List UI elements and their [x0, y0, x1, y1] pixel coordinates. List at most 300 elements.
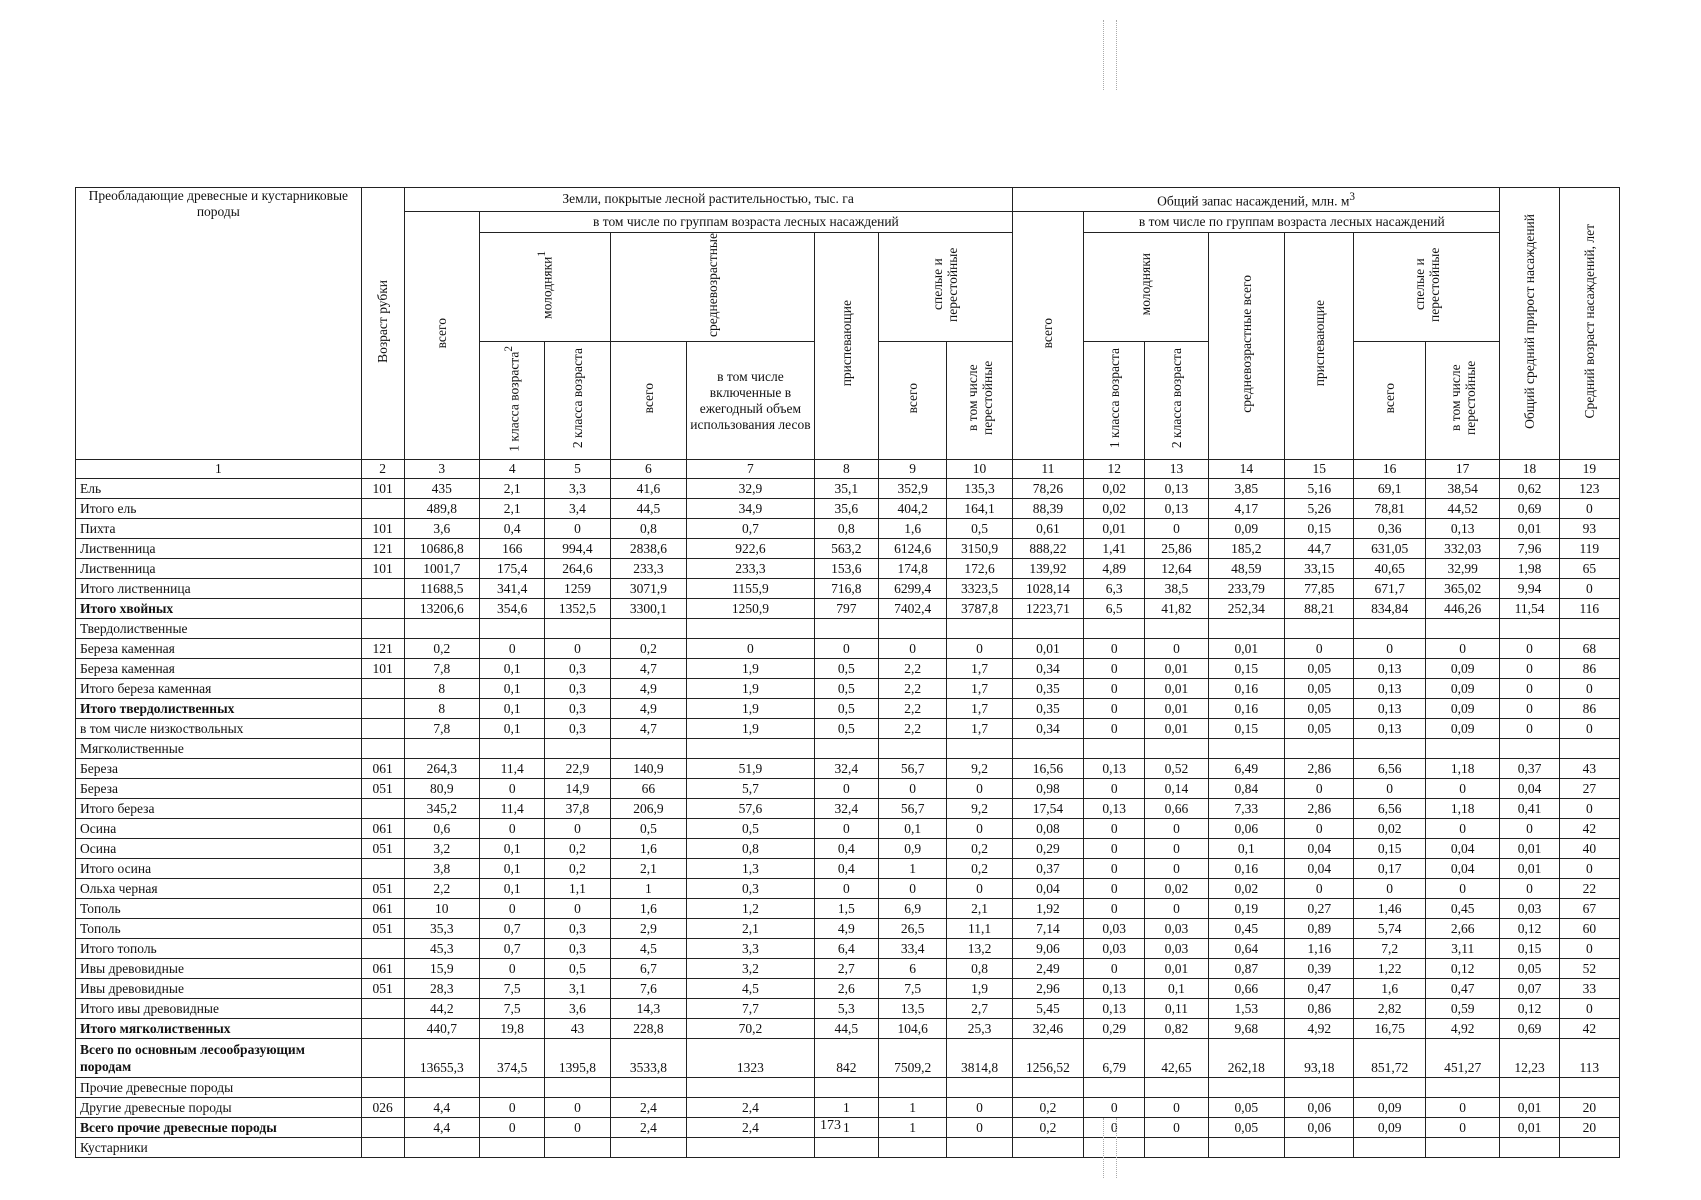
table-cell: 86: [1559, 699, 1619, 719]
table-cell: 7,5: [480, 999, 545, 1019]
table-cell: 0,03: [1500, 899, 1559, 919]
table-cell: 0,4: [814, 859, 878, 879]
table-cell: 0: [1084, 839, 1145, 859]
table-cell: 139,92: [1012, 559, 1083, 579]
column-number: 14: [1208, 460, 1285, 479]
table-cell: 051: [361, 979, 404, 999]
table-cell: 0: [1285, 639, 1354, 659]
table-cell: 175,4: [480, 559, 545, 579]
table-cell: [361, 999, 404, 1019]
table-cell: 4,5: [687, 979, 815, 999]
table-cell: 0: [1084, 639, 1145, 659]
table-cell: [1012, 1138, 1083, 1158]
table-cell: 922,6: [687, 539, 815, 559]
column-number: 11: [1012, 460, 1083, 479]
table-cell: 6: [878, 959, 946, 979]
table-cell: 0: [1425, 779, 1500, 799]
table-cell: 0: [947, 1098, 1012, 1118]
table-cell: 0,09: [1425, 679, 1500, 699]
table-cell: 10: [404, 899, 480, 919]
row-species-name: Береза: [76, 759, 362, 779]
table-cell: [1354, 1138, 1425, 1158]
table-cell: 0,3: [545, 919, 610, 939]
header-stock-young: молодняки: [1084, 232, 1208, 342]
table-cell: 0,66: [1208, 979, 1285, 999]
table-cell: 5,16: [1285, 479, 1354, 499]
table-row: [76, 999, 1620, 1019]
table-cell: [404, 739, 480, 759]
table-cell: 7509,2: [878, 1039, 946, 1078]
table-cell: 0,1: [480, 879, 545, 899]
table-cell: 1001,7: [404, 559, 480, 579]
table-body: [76, 479, 1620, 1158]
table-cell: 1259: [545, 579, 610, 599]
table-cell: 0: [1425, 1118, 1500, 1138]
table-cell: 0: [878, 639, 946, 659]
table-cell: 4,9: [814, 919, 878, 939]
table-row: [76, 1039, 1620, 1078]
table-cell: 026: [361, 1098, 404, 1118]
header-stock-middle: средневозрастные всего: [1208, 232, 1285, 460]
table-cell: 12,23: [1500, 1039, 1559, 1078]
table-cell: 0,87: [1208, 959, 1285, 979]
table-cell: 3323,5: [947, 579, 1012, 599]
table-cell: 3,3: [545, 479, 610, 499]
table-row: [76, 559, 1620, 579]
table-cell: 2,4: [610, 1118, 687, 1138]
scan-artifact-top: [1103, 20, 1117, 90]
table-cell: 32,9: [687, 479, 815, 499]
table-cell: 0: [878, 879, 946, 899]
table-cell: [947, 739, 1012, 759]
table-cell: 2,1: [687, 919, 815, 939]
table-cell: 78,81: [1354, 499, 1425, 519]
table-cell: 9,68: [1208, 1019, 1285, 1039]
table-cell: [1208, 1078, 1285, 1098]
table-cell: 35,1: [814, 479, 878, 499]
table-cell: [404, 1138, 480, 1158]
table-cell: 0: [1425, 819, 1500, 839]
table-cell: 0,06: [1208, 819, 1285, 839]
table-cell: [610, 1078, 687, 1098]
table-cell: 0: [1500, 879, 1559, 899]
table-cell: 435: [404, 479, 480, 499]
table-cell: 0: [1285, 819, 1354, 839]
table-cell: 0: [480, 899, 545, 919]
table-cell: 0: [1084, 1118, 1145, 1138]
table-cell: [947, 1138, 1012, 1158]
table-cell: 8: [404, 679, 480, 699]
table-cell: 0,1: [480, 859, 545, 879]
row-species-name: Другие древесные породы: [76, 1098, 362, 1118]
table-cell: 0,13: [1084, 799, 1145, 819]
table-cell: [361, 1138, 404, 1158]
table-cell: 78,26: [1012, 479, 1083, 499]
table-cell: 4,9: [610, 699, 687, 719]
table-cell: 2,2: [878, 679, 946, 699]
table-cell: 0,09: [1208, 519, 1285, 539]
table-cell: 888,22: [1012, 539, 1083, 559]
table-cell: [1084, 1078, 1145, 1098]
table-cell: 0,01: [1500, 519, 1559, 539]
table-cell: 7,7: [687, 999, 815, 1019]
table-cell: 2838,6: [610, 539, 687, 559]
table-cell: 0,5: [814, 659, 878, 679]
table-cell: [1559, 739, 1619, 759]
table-cell: 56,7: [878, 759, 946, 779]
table-cell: [1285, 619, 1354, 639]
table-cell: [1208, 739, 1285, 759]
table-cell: [361, 739, 404, 759]
table-cell: [878, 1078, 946, 1098]
table-cell: 0,19: [1208, 899, 1285, 919]
row-species-name: Итого мягколиственных: [76, 1019, 362, 1039]
table-cell: 0: [1559, 999, 1619, 1019]
table-cell: 0,07: [1500, 979, 1559, 999]
table-cell: 0,01: [1500, 1118, 1559, 1138]
table-cell: 1,18: [1425, 759, 1500, 779]
table-cell: 341,4: [480, 579, 545, 599]
table-row: [76, 1098, 1620, 1118]
row-species-name: Ольха черная: [76, 879, 362, 899]
table-cell: 172,6: [947, 559, 1012, 579]
table-cell: 2,1: [947, 899, 1012, 919]
table-cell: 228,8: [610, 1019, 687, 1039]
table-cell: 11,1: [947, 919, 1012, 939]
table-cell: 0,04: [1012, 879, 1083, 899]
table-cell: 0,05: [1285, 699, 1354, 719]
table-cell: 123: [1559, 479, 1619, 499]
table-cell: 0: [480, 1118, 545, 1138]
table-cell: 11,4: [480, 799, 545, 819]
table-cell: 3,6: [545, 999, 610, 1019]
header-felling-age: Возраст рубки: [361, 188, 404, 460]
table-cell: 0,09: [1425, 659, 1500, 679]
table-row: [76, 539, 1620, 559]
table-cell: 0,37: [1012, 859, 1083, 879]
table-cell: [687, 1078, 815, 1098]
table-cell: 0,3: [687, 879, 815, 899]
table-cell: [361, 719, 404, 739]
table-cell: 51,9: [687, 759, 815, 779]
table-cell: [1084, 739, 1145, 759]
table-cell: 0,5: [814, 719, 878, 739]
table-cell: 1028,14: [1012, 579, 1083, 599]
table-cell: 0: [1559, 579, 1619, 599]
table-cell: 0,2: [1012, 1098, 1083, 1118]
row-species-name: в том числе низкоствольных: [76, 719, 362, 739]
row-species-name: Ивы древовидные: [76, 959, 362, 979]
scan-artifact-bottom: [1103, 1118, 1117, 1178]
table-cell: 4,7: [610, 659, 687, 679]
table-cell: 0: [1500, 699, 1559, 719]
header-middle-included: в том числе включенные в ежегодный объем использования лесов: [687, 342, 815, 460]
table-cell: 1395,8: [545, 1039, 610, 1078]
table-cell: 48,59: [1208, 559, 1285, 579]
table-cell: 0,27: [1285, 899, 1354, 919]
table-cell: 1,7: [947, 679, 1012, 699]
table-cell: 0: [545, 519, 610, 539]
column-number: 2: [361, 460, 404, 479]
table-cell: 93,18: [1285, 1039, 1354, 1078]
table-cell: 4,89: [1084, 559, 1145, 579]
table-cell: 7,5: [878, 979, 946, 999]
table-cell: 88,21: [1285, 599, 1354, 619]
header-species: Преобладающие древесные и кустарниковые породы: [76, 188, 362, 460]
table-cell: 34,9: [687, 499, 815, 519]
table-row: [76, 599, 1620, 619]
table-cell: 0: [1425, 879, 1500, 899]
table-cell: [545, 1078, 610, 1098]
table-row: [76, 959, 1620, 979]
table-cell: 0: [480, 1098, 545, 1118]
table-cell: [1012, 739, 1083, 759]
table-cell: 0: [814, 879, 878, 899]
table-cell: 1: [610, 879, 687, 899]
table-row: [76, 859, 1620, 879]
table-cell: 7,8: [404, 659, 480, 679]
table-cell: 0: [1559, 679, 1619, 699]
table-cell: 0,6: [404, 819, 480, 839]
table-row: [76, 839, 1620, 859]
table-cell: 0,01: [1145, 679, 1208, 699]
table-cell: 93: [1559, 519, 1619, 539]
table-cell: 2,1: [480, 479, 545, 499]
table-cell: 0: [814, 819, 878, 839]
table-cell: 41,82: [1145, 599, 1208, 619]
table-cell: 354,6: [480, 599, 545, 619]
table-cell: 994,4: [545, 539, 610, 559]
table-cell: [480, 1078, 545, 1098]
table-cell: 0: [1500, 719, 1559, 739]
table-cell: 1,18: [1425, 799, 1500, 819]
table-cell: 121: [361, 539, 404, 559]
table-cell: 33,15: [1285, 559, 1354, 579]
table-cell: 0: [545, 639, 610, 659]
table-cell: 0: [947, 819, 1012, 839]
header-middle: средневозрастные: [610, 232, 814, 342]
table-cell: 22,9: [545, 759, 610, 779]
table-cell: 67: [1559, 899, 1619, 919]
table-cell: 0,61: [1012, 519, 1083, 539]
table-cell: 0,01: [1145, 699, 1208, 719]
table-cell: 0,16: [1208, 679, 1285, 699]
table-cell: 0: [545, 1098, 610, 1118]
table-cell: 3,3: [687, 939, 815, 959]
table-cell: 0,2: [947, 839, 1012, 859]
table-cell: 9,94: [1500, 579, 1559, 599]
table-cell: 6124,6: [878, 539, 946, 559]
table-cell: 7,2: [1354, 939, 1425, 959]
table-cell: 16,56: [1012, 759, 1083, 779]
row-species-name: Итого береза: [76, 799, 362, 819]
table-cell: 6,7: [610, 959, 687, 979]
table-cell: 104,6: [878, 1019, 946, 1039]
table-cell: 061: [361, 959, 404, 979]
table-cell: 0,69: [1500, 499, 1559, 519]
table-cell: 0,09: [1354, 1098, 1425, 1118]
table-cell: 797: [814, 599, 878, 619]
table-cell: 1250,9: [687, 599, 815, 619]
table-cell: 135,3: [947, 479, 1012, 499]
header-avg-age: Средний возраст насаждений, лет: [1559, 188, 1619, 460]
table-cell: 65: [1559, 559, 1619, 579]
table-cell: 0: [1354, 779, 1425, 799]
table-cell: [1145, 619, 1208, 639]
table-cell: 20: [1559, 1098, 1619, 1118]
table-cell: 0: [1145, 859, 1208, 879]
table-cell: 0: [1500, 679, 1559, 699]
table-cell: 262,18: [1208, 1039, 1285, 1078]
table-cell: 0,7: [480, 939, 545, 959]
forest-stock-table: [75, 187, 1620, 1158]
table-cell: 0: [480, 959, 545, 979]
table-cell: 0: [1084, 679, 1145, 699]
table-cell: 7,8: [404, 719, 480, 739]
table-cell: 2,1: [480, 499, 545, 519]
table-cell: 0: [1145, 1098, 1208, 1118]
column-number: 13: [1145, 460, 1208, 479]
table-cell: 0,7: [687, 519, 815, 539]
column-number: 19: [1559, 460, 1619, 479]
table-cell: 0,5: [610, 819, 687, 839]
table-cell: 40,65: [1354, 559, 1425, 579]
table-cell: [361, 579, 404, 599]
table-cell: 0,4: [814, 839, 878, 859]
table-cell: [1559, 1078, 1619, 1098]
table-cell: 0,02: [1208, 879, 1285, 899]
table-cell: 0: [1500, 819, 1559, 839]
table-cell: 0,52: [1145, 759, 1208, 779]
table-cell: 1,7: [947, 659, 1012, 679]
header-stock-mature-total: всего: [1354, 342, 1425, 460]
table-cell: 0: [814, 779, 878, 799]
table-cell: 563,2: [814, 539, 878, 559]
table-cell: 101: [361, 519, 404, 539]
table-cell: 834,84: [1354, 599, 1425, 619]
table-cell: 1,9: [687, 719, 815, 739]
header-stock-premature: приспевающие: [1285, 232, 1354, 460]
table-cell: 0,3: [545, 719, 610, 739]
table-cell: 3,2: [687, 959, 815, 979]
table-cell: 1,1: [545, 879, 610, 899]
table-cell: [361, 679, 404, 699]
table-cell: 0,1: [1145, 979, 1208, 999]
table-cell: 7,5: [480, 979, 545, 999]
table-cell: 6299,4: [878, 579, 946, 599]
table-cell: [947, 1078, 1012, 1098]
table-cell: 1223,71: [1012, 599, 1083, 619]
table-cell: 28,3: [404, 979, 480, 999]
table-cell: 70,2: [687, 1019, 815, 1039]
table-cell: 9,2: [947, 759, 1012, 779]
table-cell: 1323: [687, 1039, 815, 1078]
table-cell: [1285, 1138, 1354, 1158]
table-cell: 851,72: [1354, 1039, 1425, 1078]
table-cell: 0,8: [610, 519, 687, 539]
table-cell: 9,2: [947, 799, 1012, 819]
table-cell: 13655,3: [404, 1039, 480, 1078]
table-cell: 101: [361, 559, 404, 579]
table-cell: 0,05: [1285, 679, 1354, 699]
table-cell: 0,62: [1500, 479, 1559, 499]
table-cell: 061: [361, 759, 404, 779]
table-cell: 0,01: [1500, 859, 1559, 879]
table-cell: 0,01: [1145, 959, 1208, 979]
table-cell: 0,59: [1425, 999, 1500, 1019]
table-cell: 671,7: [1354, 579, 1425, 599]
table-cell: 0,64: [1208, 939, 1285, 959]
table-cell: 2,1: [610, 859, 687, 879]
table-cell: 0: [1145, 899, 1208, 919]
table-cell: 0,8: [814, 519, 878, 539]
table-cell: 264,3: [404, 759, 480, 779]
table-cell: 3787,8: [947, 599, 1012, 619]
table-cell: 2,2: [878, 699, 946, 719]
table-cell: 5,3: [814, 999, 878, 1019]
table-row: [76, 739, 1620, 759]
table-cell: 2,2: [878, 659, 946, 679]
table-cell: 68: [1559, 639, 1619, 659]
table-cell: 0,84: [1208, 779, 1285, 799]
table-cell: 0,3: [545, 939, 610, 959]
table-cell: 0,03: [1145, 939, 1208, 959]
table-cell: 0: [947, 779, 1012, 799]
table-cell: 7,96: [1500, 539, 1559, 559]
table-cell: 0,08: [1012, 819, 1083, 839]
table-cell: 0,5: [814, 699, 878, 719]
table-cell: 0,06: [1285, 1098, 1354, 1118]
table-cell: 42,65: [1145, 1039, 1208, 1078]
table-cell: 1,6: [610, 839, 687, 859]
row-species-name: Ивы древовидные: [76, 979, 362, 999]
table-row: [76, 699, 1620, 719]
table-cell: [1559, 619, 1619, 639]
table-cell: 0,15: [1500, 939, 1559, 959]
table-cell: [1425, 1138, 1500, 1158]
table-cell: 0,9: [878, 839, 946, 859]
table-cell: 2,2: [878, 719, 946, 739]
table-cell: 44,5: [610, 499, 687, 519]
table-cell: 185,2: [1208, 539, 1285, 559]
table-cell: [1425, 1078, 1500, 1098]
table-cell: 0,15: [1208, 719, 1285, 739]
table-cell: 0: [1145, 639, 1208, 659]
table-cell: [1012, 619, 1083, 639]
table-cell: 0,15: [1208, 659, 1285, 679]
table-cell: 0,13: [1084, 759, 1145, 779]
table-cell: 0,2: [404, 639, 480, 659]
table-cell: 0,1: [1208, 839, 1285, 859]
table-cell: [687, 1138, 815, 1158]
table-cell: [1145, 1138, 1208, 1158]
column-number: 7: [687, 460, 815, 479]
table-cell: 0: [1559, 859, 1619, 879]
table-cell: 6,9: [878, 899, 946, 919]
table-cell: 365,02: [1425, 579, 1500, 599]
table-cell: 0,8: [687, 839, 815, 859]
table-cell: 57,6: [687, 799, 815, 819]
table-cell: 0,01: [1208, 639, 1285, 659]
table-cell: 2,86: [1285, 759, 1354, 779]
table-cell: 14,9: [545, 779, 610, 799]
table-cell: [1208, 1138, 1285, 1158]
table-cell: 0: [1559, 719, 1619, 739]
table-cell: 0,13: [1354, 659, 1425, 679]
table-cell: 0: [480, 639, 545, 659]
table-cell: [1354, 619, 1425, 639]
table-cell: 1,9: [687, 699, 815, 719]
